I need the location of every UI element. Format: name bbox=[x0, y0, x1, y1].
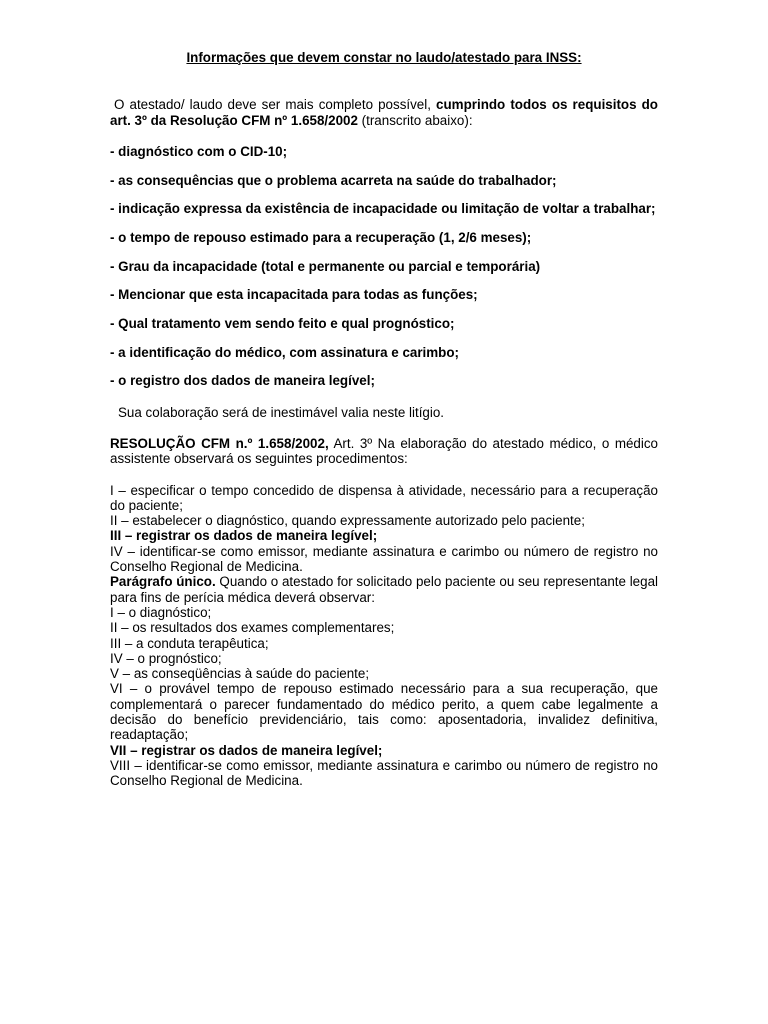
paragraph-item: VI – o provável tempo de repouso estimado necessário para a sua recuperação, que complementará o parecer fundamentado do médico perito, a quem cabe legalmente a decisão do benefício previdenciário, tais como: aposentadoria, invalidez definitiva, readaptação; bbox=[110, 681, 658, 743]
paragraph-item: II – os resultados dos exames complementares; bbox=[110, 620, 395, 636]
intro-requirement-reference: cumprindo todos os requisitos do art. 3º da Resolução CFM nº 1.658/2002 bbox=[110, 97, 658, 128]
article-item: II – estabelecer o diagnóstico, quando expressamente autorizado pelo paciente; bbox=[110, 513, 585, 529]
paragraph-text: Quando o atestado for solicitado pelo paciente ou seu representante legal para fins de perícia médica deverá observar: bbox=[110, 574, 658, 605]
intro-text-end: (transcrito abaixo): bbox=[357, 112, 473, 128]
document-title: Informações que devem constar no laudo/atestado para INSS: bbox=[186, 50, 582, 65]
document-page bbox=[110, 50, 658, 789]
paragraph-item: VIII – identificar-se como emissor, mediante assinatura e carimbo ou número de registro no Conselho Regional de Medicina. bbox=[110, 757, 658, 789]
paragraph-unico bbox=[110, 574, 658, 605]
paragraph-item: VII – registrar os dados de maneira legível; bbox=[110, 742, 383, 758]
resolution-paragraph bbox=[110, 436, 658, 467]
requirement-item: - Mencionar que esta incapacitada para todas as funções; bbox=[110, 287, 478, 303]
requirement-item: - a identificação do médico, com assinatura e carimbo; bbox=[110, 344, 460, 360]
requirement-item: - o tempo de repouso estimado para a recuperação (1, 2/6 meses); bbox=[110, 229, 532, 245]
article-item: IV – identificar-se como emissor, mediante assinatura e carimbo ou número de registro no Conselho Regional de Medicina. bbox=[110, 543, 658, 575]
requirement-item: - indicação expressa da existência de incapacidade ou limitação de voltar a trabalhar; bbox=[110, 201, 656, 217]
resolution-text: Art. 3º Na elaboração do atestado médico, o médico assistente observará os seguintes procedimentos: bbox=[110, 435, 658, 467]
paragraph-item: V – as conseqüências à saúde do paciente; bbox=[110, 666, 370, 682]
paragraph-item: I – o diagnóstico; bbox=[110, 604, 212, 620]
paragraph-item: IV – o prognóstico; bbox=[110, 650, 222, 666]
requirement-item: - as consequências que o problema acarreta na saúde do trabalhador; bbox=[110, 172, 557, 188]
paragraph-heading: Parágrafo único. bbox=[110, 574, 216, 590]
article-item: III – registrar os dados de maneira legível; bbox=[110, 528, 378, 544]
paragraph-item: III – a conduta terapêutica; bbox=[110, 635, 269, 651]
thanks-paragraph: Sua colaboração será de inestimável valia neste litígio. bbox=[118, 404, 445, 420]
intro-paragraph bbox=[110, 97, 658, 128]
article-items bbox=[110, 483, 658, 789]
requirements-list bbox=[110, 144, 658, 389]
intro-text: O atestado/ laudo deve ser mais completo possível, bbox=[114, 97, 437, 113]
article-item: I – especificar o tempo concedido de dispensa à atividade, necessário para a recuperação do paciente; bbox=[110, 482, 658, 513]
requirement-item: - diagnóstico com o CID-10; bbox=[110, 143, 288, 159]
requirement-item: - o registro dos dados de maneira legível; bbox=[110, 373, 375, 389]
requirement-item: - Qual tratamento vem sendo feito e qual prognóstico; bbox=[110, 316, 455, 332]
requirement-item: - Grau da incapacidade (total e permanente ou parcial e temporária) bbox=[110, 258, 541, 274]
resolution-heading: RESOLUÇÃO CFM n.º 1.658/2002, bbox=[110, 435, 329, 451]
